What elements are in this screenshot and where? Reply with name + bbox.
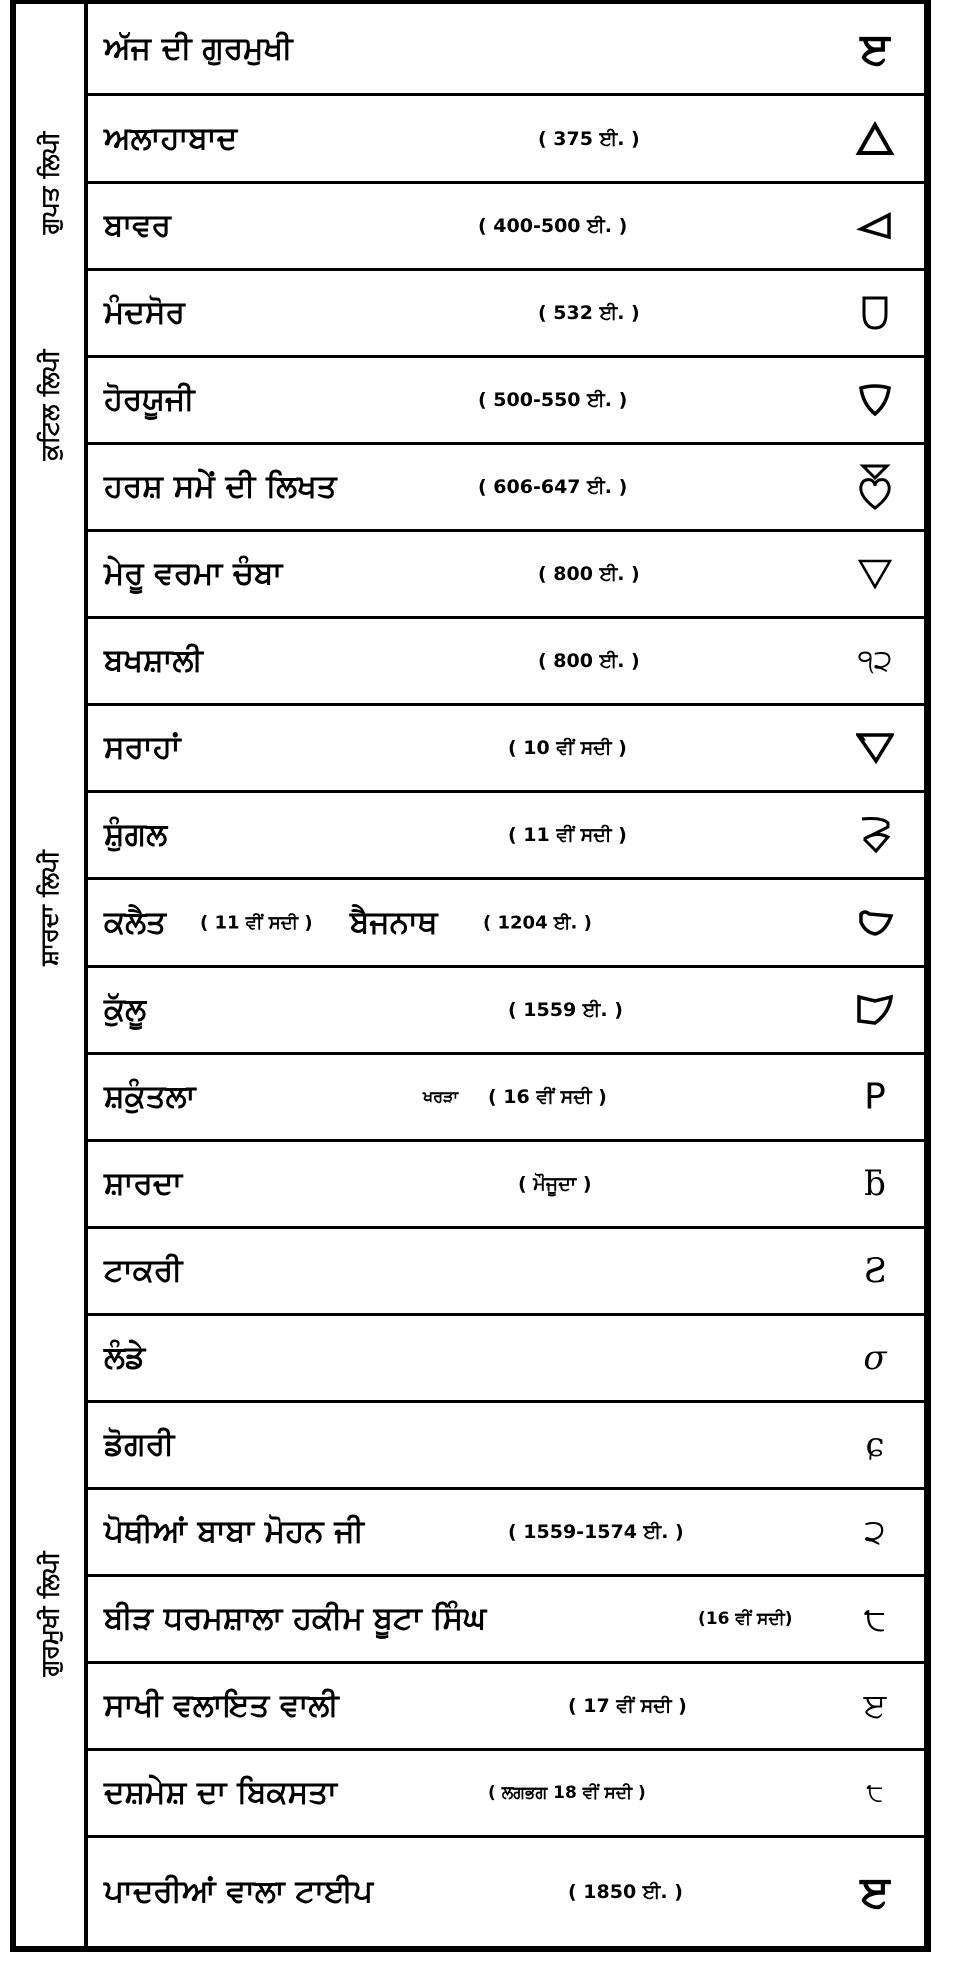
script-date: ( 1559-1574 ਈ. ) (508, 1521, 684, 1543)
script-date-secondary: ( 1204 ਈ. ) (483, 912, 592, 933)
table-row (88, 4, 924, 96)
dashmesh-glyph-icon: ੮ (866, 1777, 884, 1808)
table-row (88, 445, 924, 532)
shakuntala-glyph-icon: P (864, 1076, 886, 1118)
lande-glyph-icon: σ (863, 1338, 887, 1378)
script-date: ( 500-550 ਈ. ) (478, 389, 628, 411)
script-date: ( ਮੌਜੂਦਾ ) (518, 1173, 592, 1195)
table-row (88, 1142, 924, 1229)
script-name: ਬੀੜ ਧਰਮਸ਼ਾਲਾ ਹਕੀਮ ਬੂਟਾ ਸਿੰਘ (104, 1600, 487, 1637)
script-date: ( 375 ਈ. ) (538, 127, 640, 150)
script-date: ( 11 ਵੀਂ ਸਦੀ ) (508, 824, 627, 846)
script-name: ਅੱਜ ਦੀ ਗੁਰਮੁਖੀ (104, 30, 293, 66)
sharda-glyph-icon: ƃ (864, 1164, 886, 1204)
kalait-glyph-icon (850, 908, 900, 938)
table-row (88, 358, 924, 445)
allahabad-triangle-icon (850, 121, 900, 157)
script-date: ( 800 ਈ. ) (538, 650, 640, 672)
script-date: ( ਲਗਭਗ 18 ਵੀਂ ਸਦੀ ) (488, 1783, 646, 1803)
meru-varma-triangle-icon (850, 557, 900, 591)
script-name: ਸ਼ਾਰਦਾ (104, 1165, 183, 1202)
table-row (88, 968, 924, 1055)
script-name: ਡੋਗਰੀ (104, 1426, 175, 1463)
script-date: ( 17 ਵੀਂ ਸਦੀ ) (568, 1695, 687, 1717)
sarahan-triangle-icon (850, 731, 900, 765)
kullu-glyph-icon (850, 993, 900, 1027)
table-row (88, 1055, 924, 1142)
takri-glyph-icon: Ƨ (863, 1251, 887, 1291)
table-row (88, 96, 924, 184)
script-date: ( 10 ਵੀਂ ਸਦੀ ) (508, 737, 627, 759)
modern-gurmukhi-e-icon: ੲ (860, 23, 890, 74)
script-date: ( 11 ਵੀਂ ਸਦੀ ) (200, 912, 313, 933)
script-name: ਹੋਰਯੂਜੀ (104, 381, 195, 418)
table-row (88, 1577, 924, 1664)
script-name: ਪੋਥੀਆਂ ਬਾਬਾ ਮੋਹਨ ਜੀ (104, 1513, 364, 1550)
script-name: ਸਰਾਹਾਂ (104, 729, 181, 766)
script-name: ਸ਼ਕੁੰਤਲਾ (104, 1078, 196, 1115)
script-name: ਟਾਕਰੀ (104, 1252, 183, 1289)
group-label-text: ਗੁਰਮੁਖੀ ਲਿਪੀ (35, 1551, 64, 1676)
group-label-gupta (10, 95, 88, 270)
script-date: ( 400-500 ਈ. ) (478, 215, 628, 237)
table-row (88, 793, 924, 880)
script-date: (16 ਵੀਂ ਸਦੀ) (698, 1609, 793, 1629)
script-date: ( 800 ਈ. ) (538, 563, 640, 585)
horyuji-v-icon (850, 382, 900, 418)
script-date: ( 1850 ਈ. ) (568, 1881, 683, 1903)
table-row (88, 619, 924, 706)
script-name: ਬਾਵਰ (104, 207, 171, 244)
table-row (88, 1664, 924, 1751)
bawar-wedge-icon (850, 211, 900, 241)
group-label-kutil (10, 270, 88, 540)
bakhshali-glyph-icon: ੧੨ (857, 643, 893, 679)
table-row (88, 1490, 924, 1577)
table-row (88, 184, 924, 271)
script-name: ਮੰਦਸੋਰ (104, 294, 185, 331)
sakhi-glyph-icon: ੲ (863, 1686, 887, 1726)
mandsaur-shield-icon (850, 294, 900, 332)
table-row (88, 1751, 924, 1838)
script-name: ਕਲੈਤ (104, 904, 166, 940)
group-label-text: ਸ਼ਾਰਦਾ ਲਿਪੀ (35, 849, 63, 966)
script-name: ਅਲਾਹਾਬਾਦ (104, 120, 238, 156)
harsha-heart-icon (850, 462, 900, 512)
table-row (88, 532, 924, 619)
table-row (88, 1838, 924, 1946)
script-date: ( 1559 ਈ. ) (508, 999, 623, 1021)
group-label-text: ਕੁਟਿਲ ਲਿਪੀ (35, 349, 63, 461)
script-name: ਦਸ਼ਮੇਸ਼ ਦਾ ਬਿਕਸਤਾ (104, 1774, 338, 1811)
script-date: ( 16 ਵੀਂ ਸਦੀ ) (488, 1086, 607, 1108)
script-name: ਪਾਦਰੀਆਂ ਵਾਲਾ ਟਾਈਪ (104, 1873, 373, 1910)
table-row (88, 1229, 924, 1316)
script-name: ਸ਼ੁੰਗਲ (104, 816, 168, 853)
table-row (88, 271, 924, 358)
table-row (88, 706, 924, 793)
group-label-text: ਗੁਪਤ ਲਿਪੀ (35, 131, 63, 234)
script-name: ਸਾਖੀ ਵਲਾਇਤ ਵਾਲੀ (104, 1687, 339, 1724)
script-name: ਕੁੱਲੂ (104, 991, 147, 1028)
group-label-gurmukhi (10, 1275, 88, 1952)
group-label-sharda (10, 540, 88, 1275)
table-row (88, 1316, 924, 1403)
script-name: ਮੇਰੂ ਵਰਮਾ ਚੰਬਾ (104, 555, 283, 592)
bir-dharamshala-glyph-icon: ੮ (863, 1599, 887, 1639)
dogri-glyph-icon: ɕ (865, 1425, 885, 1465)
script-date: ( 606-647 ਈ. ) (478, 476, 628, 498)
script-date: ( 532 ਈ. ) (538, 302, 640, 324)
table-row (88, 1403, 924, 1490)
script-name: ਹਰਸ਼ ਸਮੇਂ ਦੀ ਲਿਖਤ (104, 468, 337, 505)
script-prefix: ਖਰੜਾ (423, 1087, 459, 1106)
pothian-glyph-icon: ੨ (864, 1512, 886, 1552)
table-row (88, 880, 924, 968)
script-name-secondary: ਬੈਜਨਾਥ (350, 904, 438, 940)
padrian-type-glyph-icon: ੲ (860, 1866, 890, 1918)
script-name: ਲੰਡੇ (104, 1339, 146, 1376)
shungal-glyph-icon (850, 815, 900, 855)
script-name: ਬਖਸ਼ਾਲੀ (104, 642, 203, 679)
